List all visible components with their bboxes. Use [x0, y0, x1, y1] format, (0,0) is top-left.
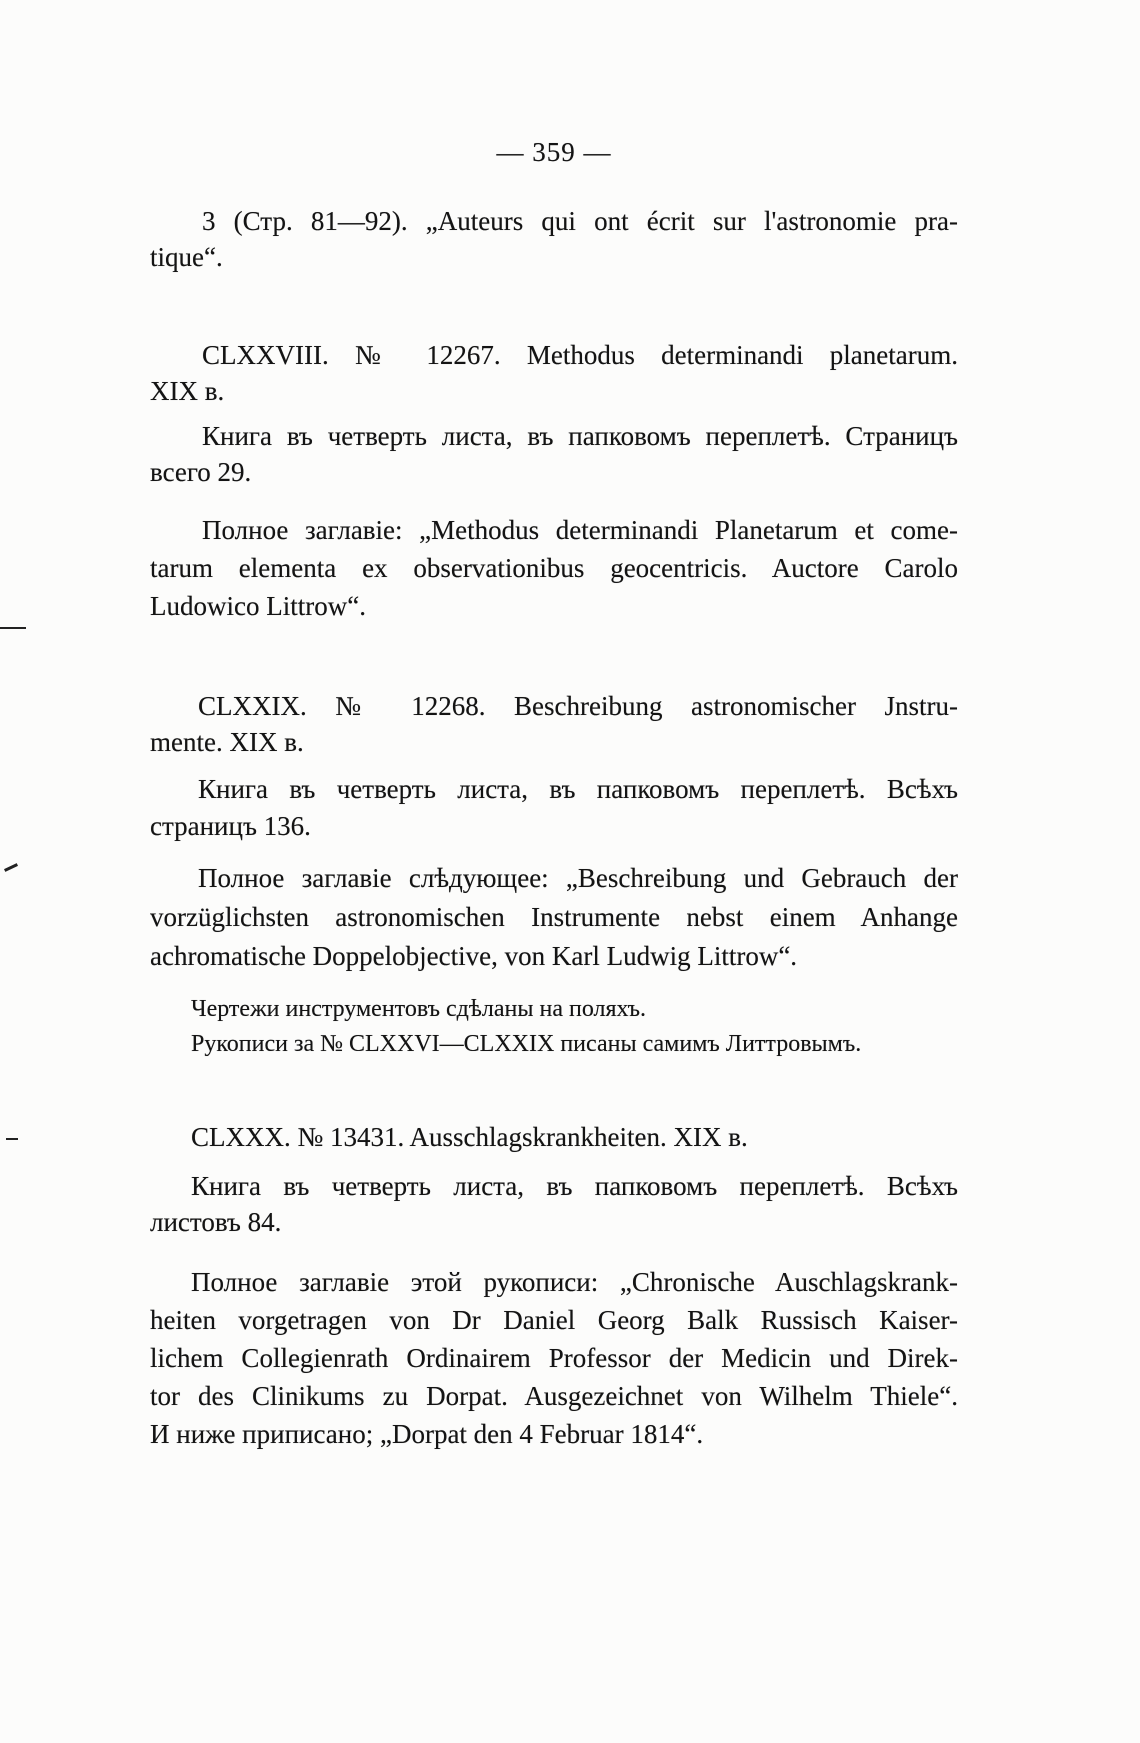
entry-full-title-line: tor des Clinikums zu Dorpat. Ausgezeichnet von Wilhelm Thiele“.: [150, 1381, 958, 1411]
entry-description-line: Книга въ четверть листа, въ папковомъ переплетѣ. Всѣхъ: [198, 774, 958, 804]
entry-note-line: Чертежи инструментовъ сдѣланы на поляхъ.: [191, 996, 647, 1022]
entry-description-line: листовъ 84.: [150, 1207, 282, 1237]
entry-description-line: Книга въ четверть листа, въ папковомъ переплетѣ. Всѣхъ: [191, 1171, 958, 1201]
intro-line: 3 (Стр. 81—92). „Auteurs qui ont écrit sur l'astronomie pra-: [202, 206, 958, 236]
entry-note-line: Рукописи за № CLXXVI—CLXXIX писаны самимъ Литтровымъ.: [191, 1031, 862, 1057]
entry-description-line: страницъ 136.: [150, 811, 311, 841]
entry-heading: [150, 688, 958, 760]
entry-full-title-line: Полное заглавіе: „Methodus determinandi Planetarum et come-: [202, 515, 958, 545]
scan-artifact: [0, 627, 26, 629]
scan-artifact: [6, 1138, 18, 1140]
entry-full-title-line: Полное заглавіе слѣдующее: „Beschreibung und Gebrauch der: [198, 863, 958, 893]
entry-heading-line: CLXXIX. № 12268. Beschreibung astronomischer Jnstru-: [198, 691, 958, 721]
entry-full-title-line: Полное заглавіе этой рукописи: „Chronische Auschlagskrank-: [191, 1267, 958, 1297]
scan-artifact: [4, 863, 18, 872]
entry-full-title-line: Ludowico Littrow“.: [150, 591, 366, 621]
entry-full-title-line: lichem Collegienrath Ordinairem Professor der Medicin und Direk-: [150, 1343, 958, 1373]
entry-heading-line: XIX в.: [150, 376, 225, 406]
entry-heading-line: mente. XIX в.: [150, 727, 304, 757]
entry-full-title: [150, 1263, 958, 1453]
entry-full-title: [150, 859, 958, 976]
entry-full-title-line: tarum elementa ex observationibus geocentricis. Auctore Carolo: [150, 553, 958, 583]
entry-heading: [150, 337, 958, 409]
entry-description-line: всего 29.: [150, 457, 252, 487]
intro-paragraph: [150, 203, 958, 275]
entry-heading-line: CLXXVIII. № 12267. Methodus determinandi planetarum.: [202, 340, 958, 370]
entry-description-line: Книга въ четверть листа, въ папковомъ переплетѣ. Страницъ: [202, 421, 958, 451]
intro-line: tique“.: [150, 242, 223, 272]
entry-notes: [191, 992, 958, 1062]
entry-description: [150, 771, 958, 845]
entry-description: [150, 1168, 958, 1240]
entry-full-title-line: vorzüglichsten astronomischen Instrumente nebst einem Anhange: [150, 902, 958, 932]
entry-full-title: [150, 511, 958, 625]
page-number: — 359 —: [496, 137, 612, 167]
entry-heading: [150, 1119, 958, 1155]
entry-description: [150, 418, 958, 490]
entry-heading-line: CLXXX. № 13431. Ausschlagskrankheiten. XIX в.: [191, 1122, 748, 1152]
entry-full-title-line: И ниже приписано; „Dorpat den 4 Februar 1814“.: [150, 1419, 704, 1449]
entry-full-title-line: heiten vorgetragen von Dr Daniel Georg Balk Russisch Kaiser-: [150, 1305, 958, 1335]
entry-full-title-line: achromatische Doppelobjective, von Karl Ludwig Littrow“.: [150, 941, 798, 971]
